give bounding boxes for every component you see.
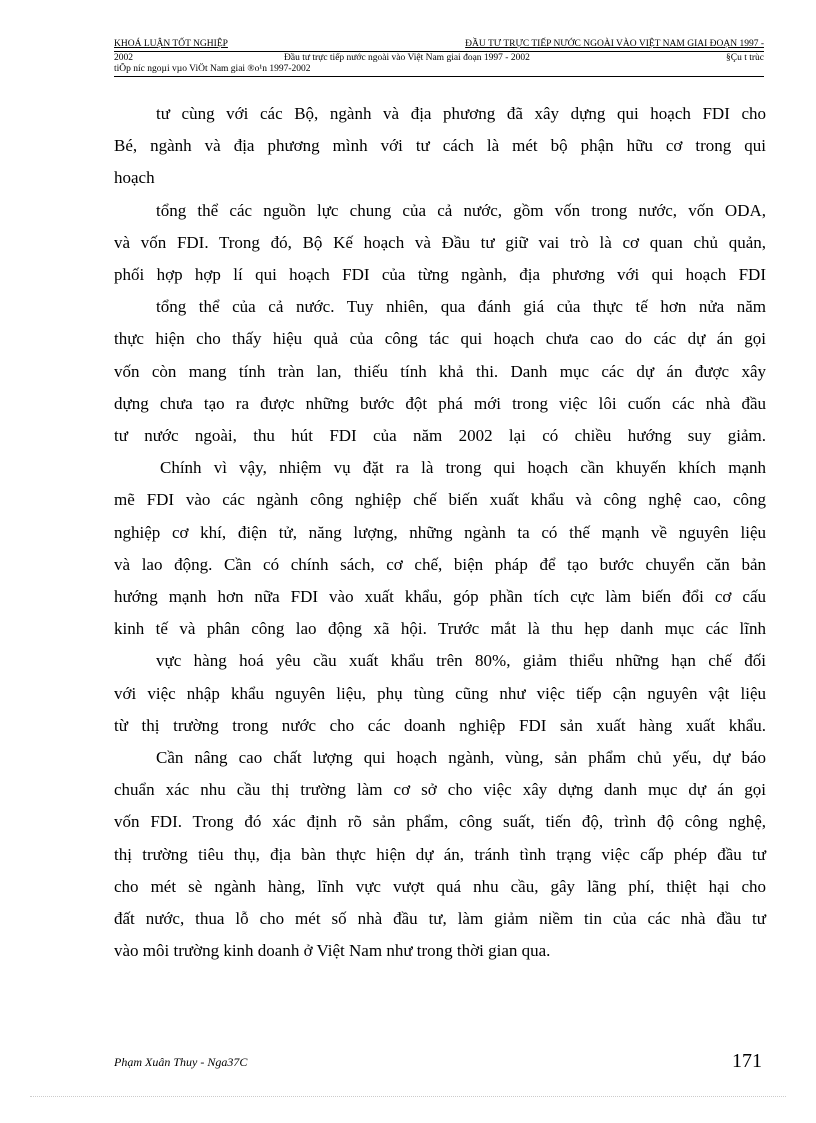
text-line: mẽ FDI vào các ngành công nghiệp chế biến xuất khẩu và công nghệ cao, công <box>114 490 766 510</box>
text-line: tư cùng với các Bộ, ngành và địa phương đã xây dựng qui hoạch FDI cho <box>156 104 766 123</box>
header-rule <box>114 76 764 77</box>
footer-author: Phạm Xuân Thuy - Nga37C <box>114 1055 248 1069</box>
text-line: từ thị trường trong nước cho các doanh nghiệp FDI sản xuất hàng xuất khẩu. <box>114 715 766 735</box>
text-line: thị trường tiêu thụ, địa bàn thực hiện dự án, tránh tình trạng việc cấp phép đầu tư <box>114 844 766 864</box>
text-line: vực hàng hoá yêu cầu xuất khẩu trên 80%, giảm thiểu những hạn chế đối <box>156 651 766 671</box>
text-line: thực hiện cho thấy hiệu quả của công tác qui hoạch chưa cao do các dự án gọi <box>114 329 766 349</box>
text-line: tổng thể của cả nước. Tuy nhiên, qua đánh giá của thực tế hơn nửa năm <box>156 297 766 317</box>
text-line: Bé, ngành và địa phương mình với tư cách là mét bộ phận hữu cơ trong qui <box>114 136 766 156</box>
header-subtitle: Đầu tư trực tiếp nước ngoài vào Việt Nam giai đoạn 1997 - 2002 <box>284 53 530 63</box>
header-garbled-right: §Çu t trùc <box>726 53 764 63</box>
text-line: hoạch <box>114 168 155 188</box>
header-left-title: KHOÁ LUẬN TỐT NGHIỆP <box>114 39 228 49</box>
text-line: tư nước ngoài, thu hút FDI của năm 2002 lại có chiều hướng suy giảm. <box>114 426 766 446</box>
running-header <box>114 39 764 52</box>
page-bottom-divider <box>30 1096 786 1097</box>
text-line: vào môi trường kinh doanh ở Việt Nam như trong thời gian qua. <box>114 941 551 961</box>
header-garbled-line: tiÕp níc ngoµi vµo ViÖt Nam giai ®o¹n 1997-2002 <box>114 64 311 74</box>
text-line: vốn FDI. Trong đó xác định rõ sản phẩm, công suất, tiến độ, trình độ công nghệ, <box>114 812 766 832</box>
text-line: tổng thể các nguồn lực chung của cả nước, gồm vốn trong nước, vốn ODA, <box>156 200 766 220</box>
text-line: hướng mạnh hơn nữa FDI vào xuất khẩu, góp phần tích cực làm biến đổi cơ cấu <box>114 587 766 607</box>
text-line: và lao động. Cần có chính sách, cơ chế, biện pháp để tạo bước chuyển căn bản <box>114 554 766 574</box>
text-line: phối hợp hợp lí qui hoạch FDI của từng ngành, địa phương với qui hoạch FDI <box>114 265 766 285</box>
text-line: nghiệp cơ khí, điện tử, năng lượng, những ngành ta có thế mạnh về nguyên liệu <box>114 522 766 542</box>
text-line: cho mét sè ngành hàng, lĩnh vực vượt quá nhu cầu, gây lãng phí, thiệt hại cho <box>114 876 766 896</box>
text-line: dựng chưa tạo ra được những bước đột phá mới trong việc lôi cuốn các nhà đầu <box>114 393 766 413</box>
header-year: 2002 <box>114 53 133 63</box>
text-line: và vốn FDI. Trong đó, Bộ Kế hoạch và Đầu tư giữ vai trò là cơ quan chủ quản, <box>114 232 766 252</box>
text-line: đất nước, thua lỗ cho mét số nhà đầu tư, làm giảm niềm tin của các nhà đầu tư <box>114 909 766 929</box>
text-line: Chính vì vậy, nhiệm vụ đặt ra là trong qui hoạch cần khuyến khích mạnh <box>160 458 766 478</box>
body-text <box>114 98 766 967</box>
text-line: kinh tế và phân công lao động xã hội. Trước mắt là thu hẹp danh mục các lĩnh <box>114 619 766 639</box>
text-line: với việc nhập khẩu nguyên liệu, phụ tùng cũng như việc tiếp cận nguyên vật liệu <box>114 683 766 703</box>
page-number: 171 <box>732 1050 762 1072</box>
text-line: chuẩn xác nhu cầu thị trường làm cơ sở cho việc xây dựng danh mục dự án gọi <box>114 780 766 800</box>
header-right-title: ĐẦU TƯ TRỰC TIẾP NƯỚC NGOÀI VÀO VIỆT NAM GIAI ĐOẠN 1997 - <box>465 39 764 49</box>
text-line: vốn còn mang tính tràn lan, thiếu tính khả thi. Danh mục các dự án được xây <box>114 361 766 381</box>
text-line: Cần nâng cao chất lượng qui hoạch ngành, vùng, sản phẩm chủ yếu, dự báo <box>156 748 766 768</box>
